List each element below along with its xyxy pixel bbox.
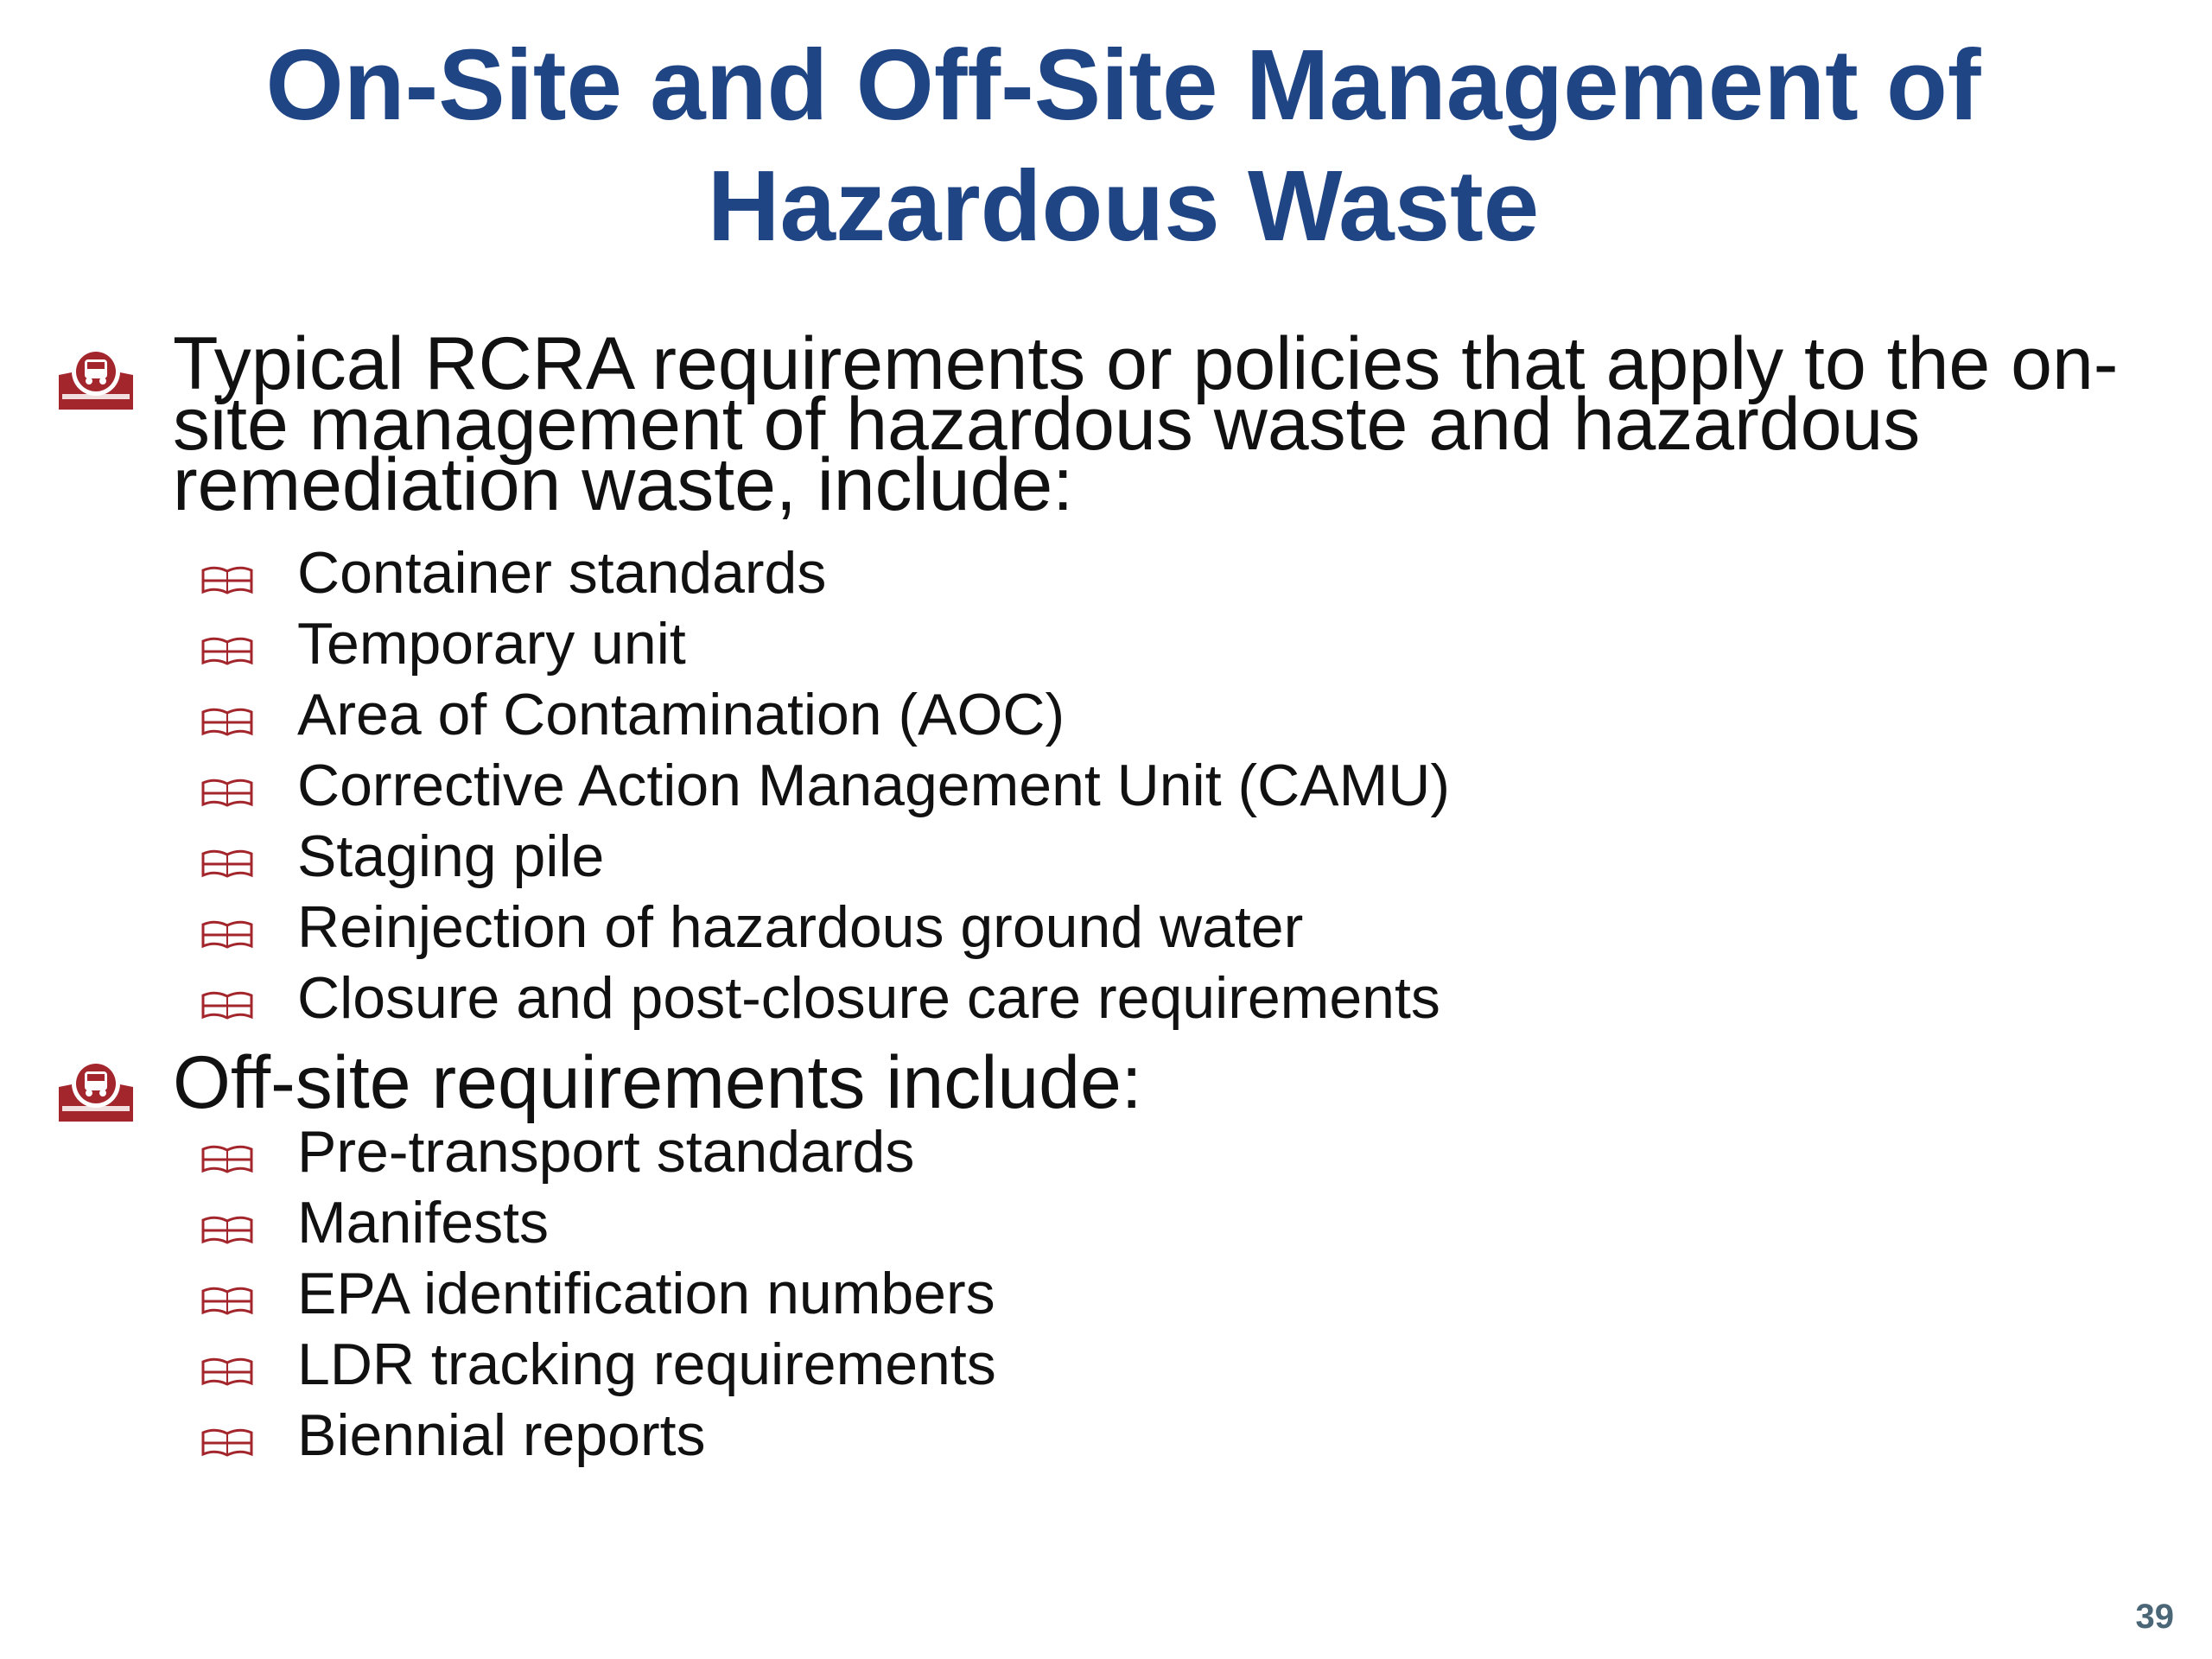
sub-item-text: Closure and post-closure care requirements [297,965,1440,1031]
list-item [200,608,1450,679]
open-book-icon [200,634,254,667]
list-item [200,1258,996,1329]
bullet-text-on-site [173,322,2165,526]
open-book-icon [200,1142,254,1175]
title-line-1: On-Site and Off-Site Management of [265,29,1981,141]
list-item [200,1329,996,1400]
hazmat-truck-icon [57,1049,135,1123]
open-book-icon [200,705,254,738]
list-item [200,750,1450,821]
bullet-line: Off-site requirements include: [173,1041,1142,1124]
list-item [200,963,1450,1033]
slide-title [138,24,2108,266]
sub-item-text: Area of Contamination (AOC) [297,682,1065,747]
open-book-icon [200,1284,254,1317]
open-book-icon [200,776,254,809]
on-site-sublist [200,537,1450,1033]
sub-item-text: Staging pile [297,823,605,889]
list-item [200,1400,996,1471]
sub-item-text: LDR tracking requirements [297,1332,996,1397]
hazmat-truck-icon [57,337,135,411]
bullet-line: site management of hazardous waste and hazardous [173,383,1921,466]
bullet-off-site [57,1041,2165,1124]
sub-item-text: EPA identification numbers [297,1261,995,1326]
sub-item-text: Reinjection of hazardous ground water [297,894,1304,960]
open-book-icon [200,847,254,880]
open-book-icon [200,1426,254,1459]
list-item [200,1116,996,1187]
sub-item-text: Biennial reports [297,1402,706,1468]
list-item [200,821,1450,892]
sub-item-text: Container standards [297,540,827,606]
bullet-line: Typical RCRA requirements or policies that apply to the on- [173,322,2119,405]
list-item [200,537,1450,608]
open-book-icon [200,1213,254,1246]
open-book-icon [200,563,254,596]
bullet-line: remediation waste, include: [173,443,1074,526]
sub-item-text: Temporary unit [297,611,686,677]
open-book-icon [200,988,254,1021]
bullet-on-site [57,322,2165,526]
page-number: 39 [2135,1598,2174,1636]
sub-item-text: Manifests [297,1190,549,1255]
sub-item-text: Corrective Action Management Unit (CAMU) [297,753,1451,818]
sub-item-text: Pre-transport standards [297,1119,915,1185]
off-site-sublist [200,1116,996,1471]
bullet-text-off-site [173,1041,2165,1124]
list-item [200,1187,996,1258]
open-book-icon [200,918,254,950]
list-item [200,892,1450,963]
list-item [200,679,1450,750]
open-book-icon [200,1355,254,1388]
title-line-2: Hazardous Waste [707,149,1540,262]
